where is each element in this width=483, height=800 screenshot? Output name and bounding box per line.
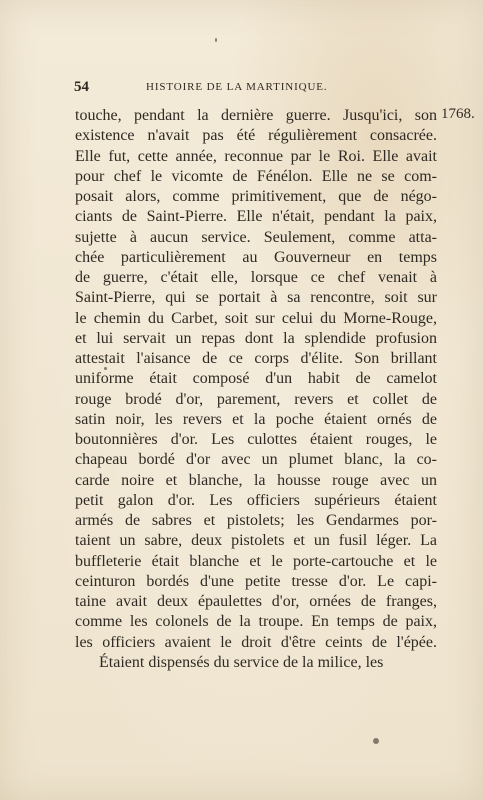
text-line: les officiers avaient le droit d'être ceints de l'épée. — [75, 633, 437, 651]
running-title: HISTOIRE DE LA MARTINIQUE. — [146, 81, 328, 93]
text-line: sujette à aucun service. Seulement, comme atta- — [75, 228, 437, 246]
margin-year: 1768. — [441, 106, 475, 122]
ink-speck — [215, 38, 217, 42]
text-line: et lui servait un repas dont la splendide profusion — [75, 329, 437, 347]
text-line: Saint-Pierre, qui se portait à sa rencontre, soit sur — [75, 289, 437, 307]
text-line: buffleterie était blanche et le porte-cartouche et le — [75, 552, 437, 570]
text-line: carde noire et blanche, la housse rouge avec un — [75, 471, 437, 489]
text-line: armés de sabres et pistolets; les Gendarmes por- — [75, 512, 437, 529]
text-line: taient un sabre, deux pistolets et un fusil léger. La — [75, 532, 437, 550]
text-line: Elle fut, cette année, reconnue par le Roi. Elle avait — [75, 147, 437, 165]
text-line: posait alors, comme primitivement, que de négo- — [75, 188, 437, 205]
text-line: ceinturon bordés d'une petite tresse d'or. Le capi- — [75, 572, 437, 590]
running-head — [74, 78, 431, 96]
text-line: petit galon d'or. Les officiers supérieurs étaient — [75, 491, 437, 509]
page-number: 54 — [74, 79, 89, 95]
text-line: ciants de Saint-Pierre. Elle n'était, pendant la paix, — [75, 208, 437, 226]
text-line: chapeau bordé d'or avec un plumet blanc, la co- — [75, 451, 437, 469]
text-line: de guerre, c'était elle, lorsque ce chef venait à — [75, 269, 437, 286]
text-line: pour chef le vicomte de Fénélon. Elle ne se com- — [75, 167, 437, 185]
text-line: touche, pendant la dernière guerre. Jusqu'ici, son — [75, 107, 437, 124]
body-text — [75, 106, 437, 673]
text-line: attestait l'aisance de ce corps d'élite. Son brillant — [75, 350, 437, 367]
text-line: comme les colonels de la troupe. En temps de paix, — [75, 613, 437, 631]
text-line: le chemin du Carbet, soit sur celui du Morne-Rouge, — [75, 309, 437, 327]
text-line: satin noir, les revers et la poche étaient ornés de — [75, 410, 437, 428]
text-line: Étaient dispensés du service de la milice, les — [99, 653, 384, 671]
text-line: taine avait deux épaulettes d'or, ornées de franges, — [75, 593, 437, 610]
text-line: chée particulièrement au Gouverneur en temps — [75, 248, 437, 266]
text-line: uniforme était composé d'un habit de camelot — [75, 370, 437, 388]
ink-speck — [104, 367, 107, 370]
text-line: rouge brodé d'or, parement, revers et collet de — [75, 390, 437, 408]
text-line: boutonnières d'or. Les culottes étaient rouges, le — [75, 431, 437, 448]
ink-speck — [373, 738, 379, 744]
text-line: existence n'avait pas été régulièrement consacrée. — [75, 127, 437, 145]
